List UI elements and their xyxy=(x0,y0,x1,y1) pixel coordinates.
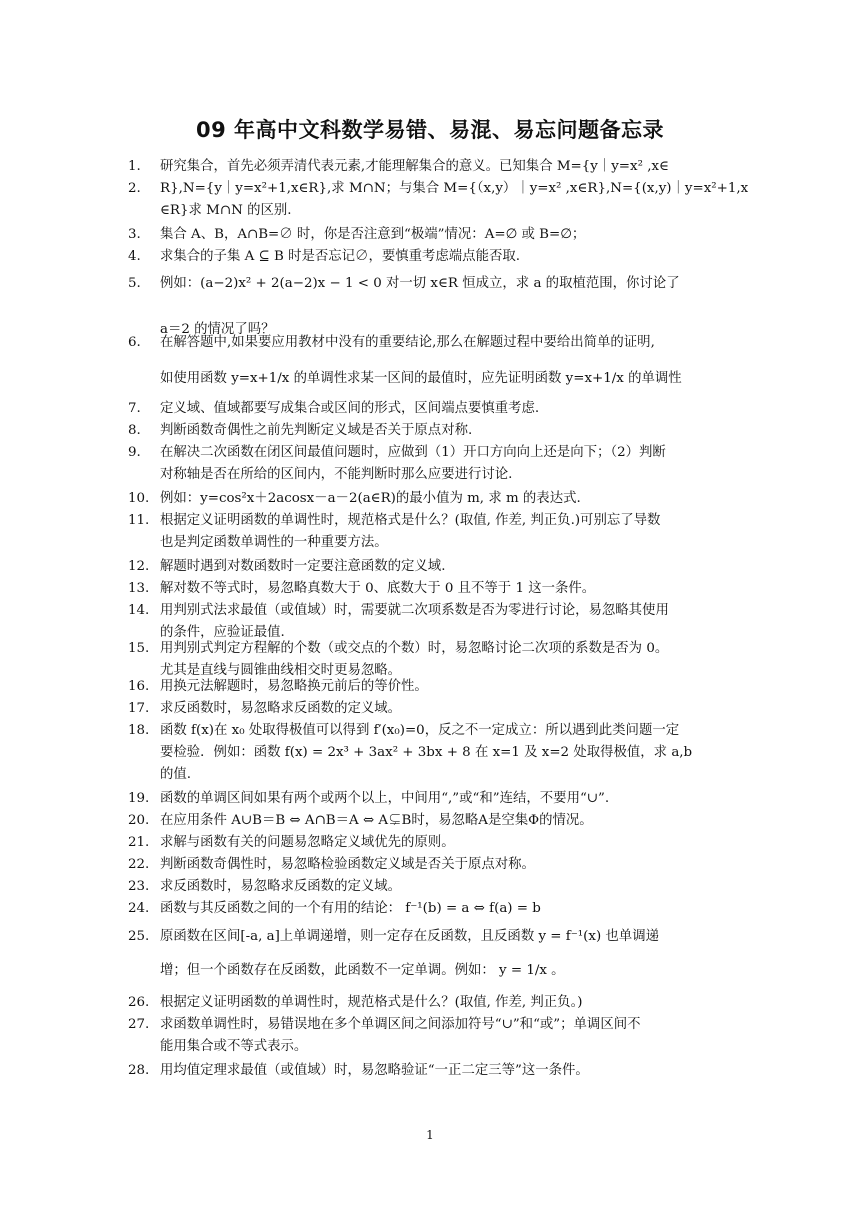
item-text xyxy=(160,720,735,786)
item-line: 判断函数奇偶性时，易忽略检验函数定义域是否关于原点对称。 xyxy=(160,857,535,872)
item-text xyxy=(160,398,735,420)
item-number: 3. xyxy=(128,227,141,242)
item-number: 6. xyxy=(128,335,141,350)
item-line: 定义域、值域都要写成集合或区间的形式，区间端点要慎重考虑. xyxy=(160,401,540,416)
item-line: 对称轴是否在所给的区间内，不能判断时那么应要进行讨论. xyxy=(160,467,513,482)
item-text xyxy=(160,788,735,810)
item-number: 21. xyxy=(128,835,150,850)
item-line: 原函数在区间[-a, a]上单调递增，则一定存在反函数，且反函数 y = f⁻¹(x) 也单调递 xyxy=(160,929,659,944)
item-number: 5. xyxy=(128,276,141,291)
item-text xyxy=(160,442,735,486)
item-number: 9. xyxy=(128,445,141,460)
item-line: 研究集合，首先必须弄清代表元素,才能理解集合的意义。已知集合 M={y｜y=x² ,x∈ xyxy=(160,159,669,174)
item-line: 也是判定函数单调性的一种重要方法。 xyxy=(160,535,388,550)
item-text xyxy=(160,676,735,698)
item-line: 要检验．例如：函数 f(x) = 2x³ + 3ax² + 3bx + 8 在 x=1 及 x=2 处取得极值，求 a,b xyxy=(160,745,693,760)
item-number: 19. xyxy=(128,791,150,806)
item-number: 22. xyxy=(128,857,150,872)
item-line: 在解答题中,如果要应用教材中没有的重要结论,那么在解题过程中要给出简单的证明, xyxy=(160,335,655,350)
item-line: 集合 A、B，A∩B=∅ 时，你是否注意到“极端”情况：A=∅ 或 B=∅； xyxy=(160,227,586,242)
item-text xyxy=(160,898,735,920)
item-line: 用判别式判定方程解的个数（或交点的个数）时，易忽略讨论二次项的系数是否为 0。 xyxy=(160,641,669,656)
item-text xyxy=(160,1060,735,1082)
item-text xyxy=(160,926,735,994)
page-number: 1 xyxy=(426,1128,434,1142)
item-line: 函数与其反函数之间的一个有用的结论： f⁻¹(b) = a ⇔ f(a) = b xyxy=(160,901,541,916)
item-line: 的条件，应验证最值. xyxy=(160,625,285,640)
item-number: 17. xyxy=(128,701,150,716)
item-number: 28. xyxy=(128,1063,150,1078)
item-number: 13. xyxy=(128,581,150,596)
item-line: 尤其是直线与圆锥曲线相交时更易忽略。 xyxy=(160,663,402,678)
item-number: 11. xyxy=(128,513,150,528)
item-line: 解题时遇到对数函数时一定要注意函数的定义域. xyxy=(160,559,446,574)
item-number: 1. xyxy=(128,159,141,174)
item-number: 24. xyxy=(128,901,150,916)
item-text xyxy=(160,420,735,442)
item-text xyxy=(160,156,735,178)
item-line: 根据定义证明函数的单调性时，规范格式是什么？(取值, 作差, 判正负。) xyxy=(160,995,583,1010)
item-line: 例如：y=cos²x＋2acosx－a－2(a∈R)的最小值为 m, 求 m 的表达式. xyxy=(160,491,581,506)
item-number: 14. xyxy=(128,603,150,618)
item-line: 用换元法解题时，易忽略换元前后的等价性。 xyxy=(160,679,428,694)
item-line: 判断函数奇偶性之前先判断定义域是否关于原点对称. xyxy=(160,423,473,438)
item-text xyxy=(160,556,735,578)
item-number: 15. xyxy=(128,641,150,656)
item-number: 18. xyxy=(128,723,150,738)
item-number: 26. xyxy=(128,995,150,1010)
item-number: 27. xyxy=(128,1017,150,1032)
item-line: 解对数不等式时，易忽略真数大于 0、底数大于 0 且不等于 1 这一条件。 xyxy=(160,581,596,596)
page-title: 09 年高中文科数学易错、易混、易忘问题备忘录 xyxy=(195,118,665,142)
item-text xyxy=(160,810,735,832)
item-number: 25. xyxy=(128,929,150,944)
item-text xyxy=(160,992,735,1014)
item-line: a＝2 的情况了吗？ xyxy=(160,322,275,337)
item-line: 函数 f(x)在 x₀ 处取得极值可以得到 f′(x₀)=0，反之不一定成立：所以遇到此类问题一定 xyxy=(160,723,680,738)
item-number: 20. xyxy=(128,813,150,828)
item-text xyxy=(160,224,735,246)
item-line: 函数的单调区间如果有两个或两个以上，中间用“,”或“和”连结，不要用“∪”. xyxy=(160,791,610,806)
item-line: 在解决二次函数在闭区间最值问题时，应做到（1）开口方向向上还是向下；（2）判断 xyxy=(160,445,666,460)
item-text xyxy=(160,488,735,510)
item-text xyxy=(160,332,735,404)
item-line: 用均值定理求最值（或值域）时，易忽略验证“一正二定三等”这一条件。 xyxy=(160,1063,589,1078)
item-line: 求解与函数有关的问题易忽略定义域优先的原则。 xyxy=(160,835,455,850)
item-number: 23. xyxy=(128,879,150,894)
item-line: 例如：(a−2)x² + 2(a−2)x − 1 < 0 对一切 x∈R 恒成立，求 a 的取植范围，你讨论了 xyxy=(160,276,680,291)
item-number: 12. xyxy=(128,559,150,574)
item-line: 求函数单调性时，易错误地在多个单调区间之间添加符号“∪”和“或”；单调区间不 xyxy=(160,1017,641,1032)
item-text xyxy=(160,854,735,876)
item-text xyxy=(160,832,735,854)
item-number: 7. xyxy=(128,401,141,416)
item-text xyxy=(160,178,749,222)
item-number: 16. xyxy=(128,679,150,694)
item-text xyxy=(160,1014,735,1058)
item-line: R},N={y｜y=x²+1,x∈R},求 M∩N；与集合 M={（x,y）｜y=x² ,x∈R},N={(x,y)｜y=x²+1,x xyxy=(160,181,749,196)
item-line: 求反函数时，易忽略求反函数的定义域。 xyxy=(160,701,402,716)
item-line: 能用集合或不等式表示。 xyxy=(160,1039,308,1054)
item-number: 8. xyxy=(128,423,141,438)
item-text xyxy=(160,578,735,600)
item-line: 增；但一个函数存在反函数，此函数不一定单调。例如： y = 1/x 。 xyxy=(160,963,565,978)
item-number: 4. xyxy=(128,249,141,264)
item-line: 用判别式法求最值（或值域）时，需要就二次项系数是否为零进行讨论，易忽略其使用 xyxy=(160,603,669,618)
item-line: 根据定义证明函数的单调性时，规范格式是什么？(取值, 作差, 判正负.)可别忘了导数 xyxy=(160,513,661,528)
item-number: 2. xyxy=(128,181,141,196)
item-line: 求反函数时，易忽略求反函数的定义域。 xyxy=(160,879,402,894)
item-text xyxy=(160,876,735,898)
item-text xyxy=(160,246,735,268)
item-line: 如使用函数 y=x+1/x 的单调性求某一区间的最值时，应先证明函数 y=x+1/x 的单调性 xyxy=(160,371,682,386)
item-line: 的值. xyxy=(160,767,192,782)
item-text xyxy=(160,510,735,554)
item-line: 在应用条件 A∪B＝B ⇔ A∩B＝A ⇔ A⊊B时，易忽略A是空集Φ的情况。 xyxy=(160,813,593,828)
item-line: 求集合的子集 A ⊆ B 时是否忘记∅，要慎重考虑端点能否取. xyxy=(160,249,520,264)
item-text xyxy=(160,698,735,720)
item-line: ∈R}求 M∩N 的区别. xyxy=(160,203,292,218)
item-number: 10. xyxy=(128,491,150,506)
